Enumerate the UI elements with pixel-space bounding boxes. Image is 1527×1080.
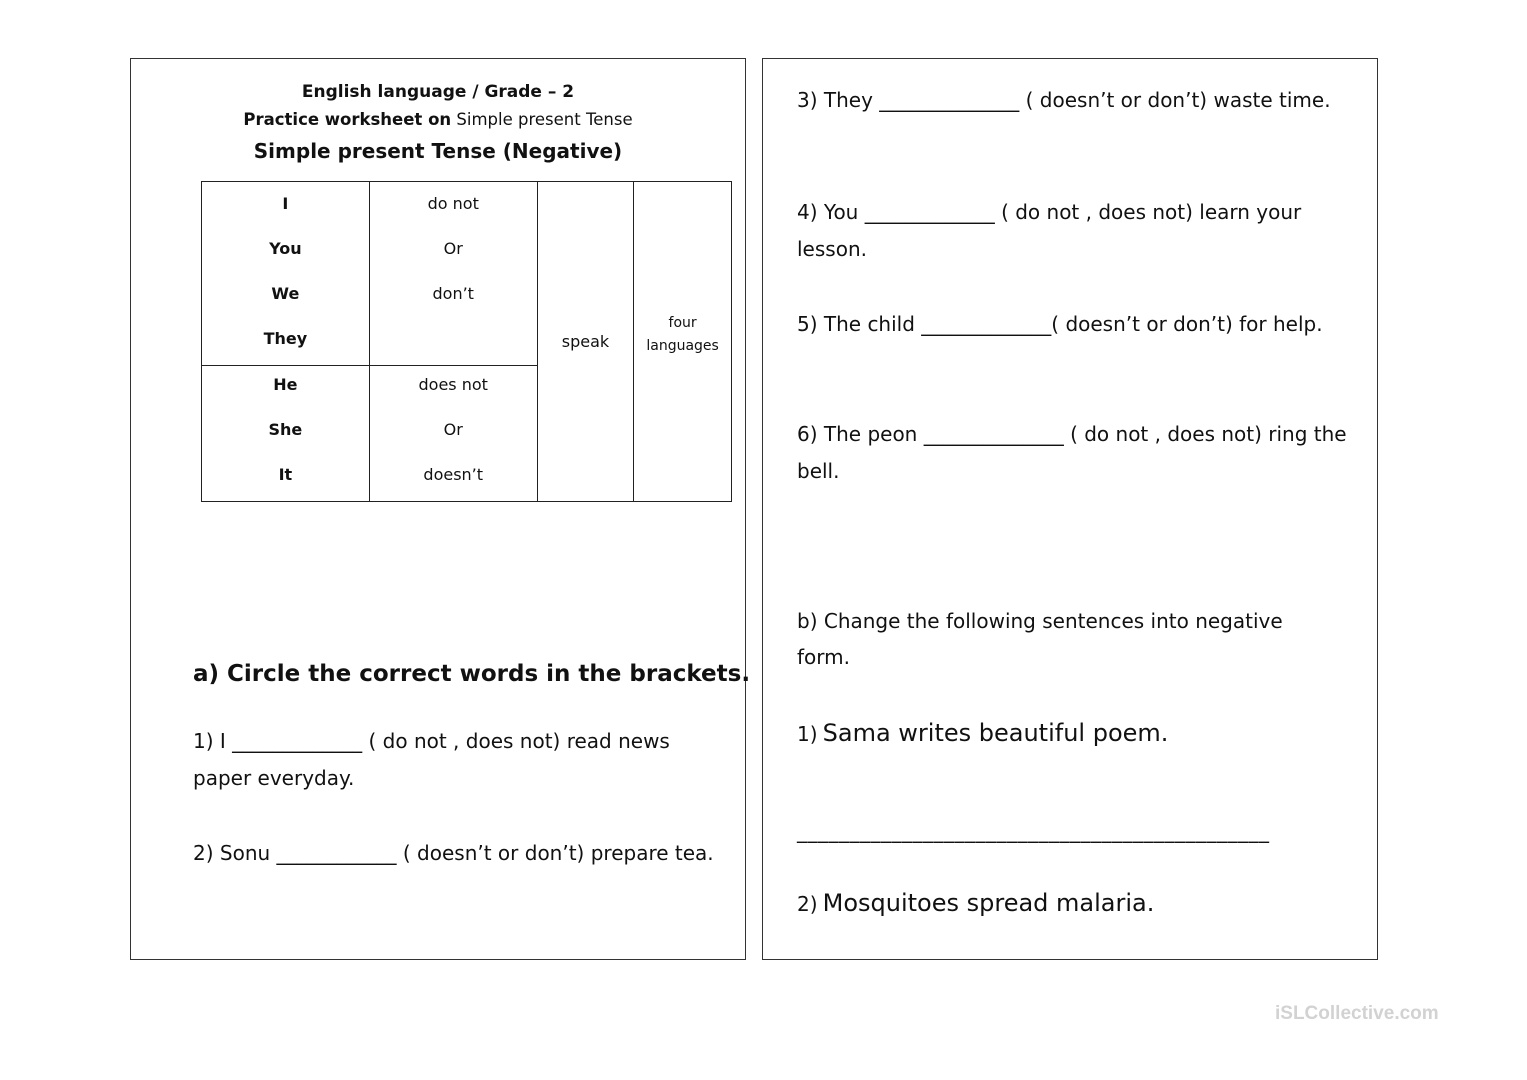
aux-word: does not [418, 375, 488, 394]
sentence-text: Mosquitoes spread malaria. [822, 889, 1155, 917]
aux-cell-do [369, 182, 537, 366]
section-b-heading: b) Change the following sentences into negative form. [797, 609, 1283, 669]
pronoun-cell-singular [202, 366, 370, 502]
sentence-number: 1) [797, 722, 818, 746]
object-cell [634, 182, 732, 502]
page-title: Simple present Tense (Negative) [253, 139, 623, 163]
answer-blank-line: _____________________________________________ [797, 819, 1270, 843]
pronoun-cell-plural [202, 182, 370, 366]
aux-word: Or [443, 420, 463, 439]
grammar-table [201, 181, 732, 502]
watermark-logo: iSLCollective.com [1275, 1003, 1439, 1024]
verb-cell [537, 182, 634, 502]
pronoun: He [273, 375, 298, 394]
aux-word: don’t [432, 284, 474, 303]
sentence-text: Sama writes beautiful poem. [822, 719, 1169, 747]
pronoun: I [282, 194, 289, 213]
object-word: four [668, 314, 697, 331]
sentence-1 [797, 719, 1168, 747]
section-a-heading: a) Circle the correct words in the brackets. [193, 661, 751, 687]
subtitle-topic: Simple present Tense [456, 110, 633, 129]
question-4: 4) You _____________ ( do not , does not) learn your lesson. [797, 200, 1302, 261]
worksheet-subtitle [131, 110, 745, 129]
pronoun: It [278, 465, 293, 484]
worksheet-subject: English language / Grade – 2 [301, 82, 575, 102]
sentence-2 [797, 889, 1154, 917]
aux-cell-does [369, 366, 537, 502]
worksheet-page-right [762, 58, 1378, 960]
question-3: 3) They ______________ ( doesn’t or don’t) waste time. [797, 88, 1331, 112]
object-word: languages [646, 337, 719, 354]
aux-word: do not [427, 194, 479, 213]
pronoun: She [268, 420, 303, 439]
verb-word: speak [561, 332, 610, 351]
pronoun: You [269, 239, 302, 258]
sentence-number: 2) [797, 892, 818, 916]
worksheet-page-left [130, 58, 751, 960]
question-5: 5) The child _____________( doesn’t or don’t) for help. [797, 312, 1323, 336]
question-1: 1) I _____________ ( do not , does not) read news paper everyday. [193, 729, 670, 790]
aux-word: doesn’t [423, 465, 484, 484]
pronoun: We [271, 284, 300, 303]
question-2: 2) Sonu ____________ ( doesn’t or don’t) prepare tea. [193, 841, 714, 865]
aux-word: Or [443, 239, 463, 258]
question-6: 6) The peon ______________ ( do not , does not) ring the bell. [797, 422, 1347, 483]
pronoun: They [263, 329, 308, 348]
subtitle-bold: Practice worksheet on [243, 110, 452, 129]
